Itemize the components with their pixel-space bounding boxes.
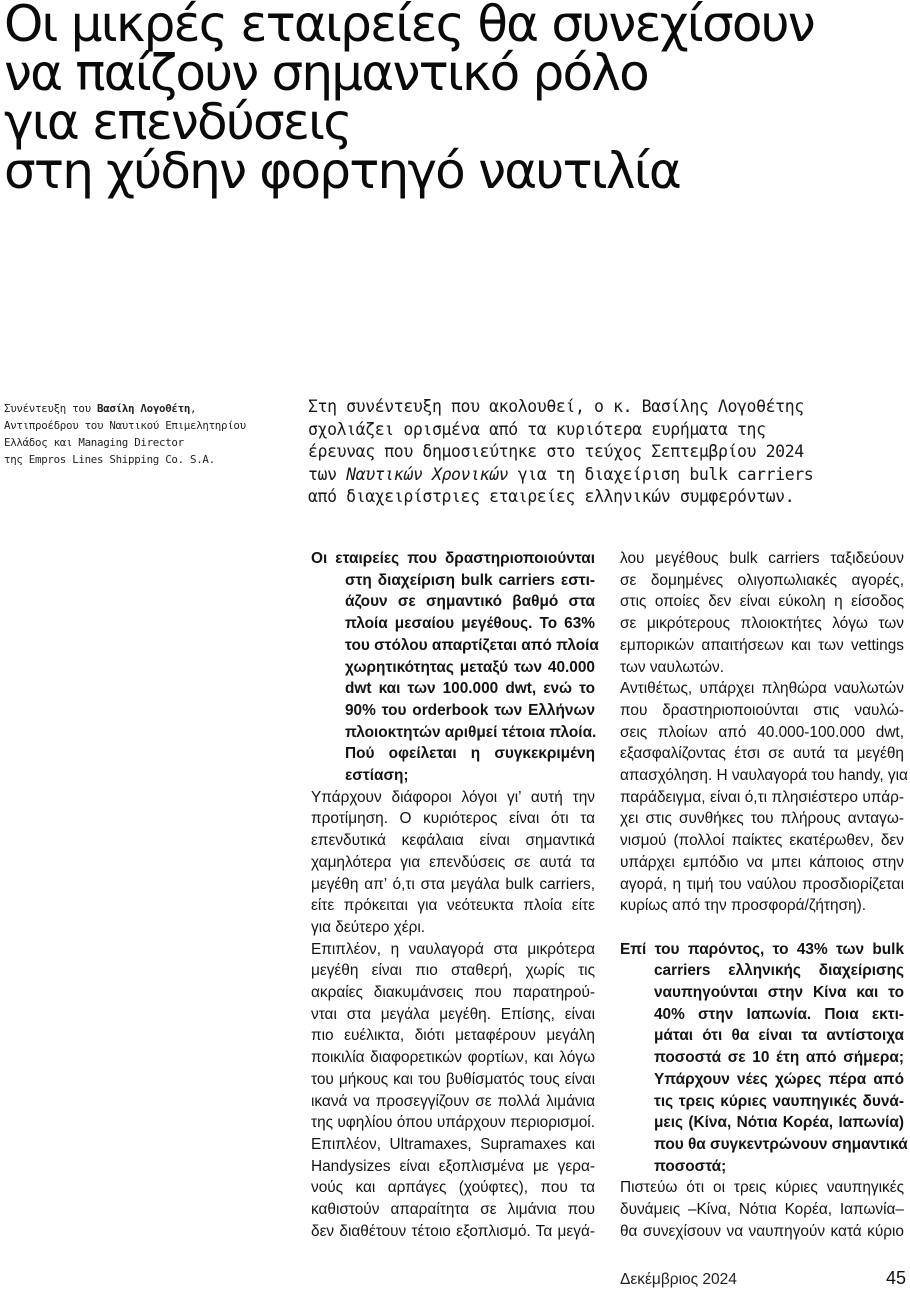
title-line: Οι μικρές εταιρείες θα συνεχίσουν: [4, 0, 814, 53]
intro-line: Στη συνέντευξη που ακολουθεί, ο κ. Βασίλης Λογοθέτης: [308, 397, 804, 416]
answer-1-continued: [620, 548, 904, 678]
text-line: χωρητικότητας μεταξύ των 40.000: [345, 658, 595, 676]
text-line: κυρίως από την προσφορά/ζήτηση).: [620, 897, 867, 915]
left-column: [311, 548, 599, 1243]
issue-date: Δεκέμβριος 2024: [620, 1271, 737, 1288]
text-line: απασχόληση. Η ναυλαγορά του handy, για: [620, 767, 908, 785]
text-line: Handysizes είναι εξοπλισμένα με γερα-: [311, 1157, 595, 1175]
intro-line: από διαχειρίστριες εταιρείες ελληνικών συμφερόντων.: [308, 487, 795, 506]
title-line: στη χύδην φορτηγό ναυτιλία: [4, 142, 680, 200]
text-line: επενδυτικά κεφάλαια είναι σημαντικά: [311, 832, 595, 850]
text-line: νισμού (πολλοί παίκτες εκατέρωθεν, δεν: [620, 832, 904, 850]
answer-1-paragraph-2: [311, 939, 595, 1243]
page-number: 45: [885, 1268, 906, 1288]
right-column: [620, 548, 908, 1242]
text-line: ναυπηγούνται στην Κίνα και το: [654, 984, 904, 1002]
interviewee-name: Βασίλη Λογοθέτη: [97, 402, 191, 415]
text-line: τις τρεις κύριες ναυπηγικές δυνά-: [654, 1092, 904, 1110]
text-line: παράδειγμα, είναι ό,τι πλησιέστερο υπάρ-: [620, 788, 904, 806]
text-line: άζουν σε σημαντικό βαθμό στα: [345, 593, 595, 611]
text-line: νούς και αρπάγες (χούφτες), που τα: [311, 1179, 595, 1197]
text-line: ακραίες διακυμάνσεις που παρατηρού-: [311, 984, 595, 1002]
intro-lead: [308, 396, 908, 509]
text-line: Αντιθέτως, υπάρχει πληθώρα ναυλωτών: [620, 680, 904, 698]
text-line: των ναυλωτών.: [620, 658, 724, 676]
text-line: πλοία μεσαίου μεγέθους. Το 63%: [345, 615, 595, 633]
text-line: που θα συγκεντρώνουν σημαντικά: [654, 1135, 908, 1153]
answer-1-paragraph-3: [620, 678, 908, 917]
text-line: χει στις συνθήκες του πλήρους ανταγω-: [620, 810, 904, 828]
text-line: σε μικρότερους πλοιοκτήτες λόγω των: [620, 615, 904, 633]
question-1: [311, 548, 599, 787]
text-line: σεις πλοίων από 40.000-100.000 dwt,: [620, 723, 904, 741]
interview-byline: [4, 400, 274, 468]
title-line: για επενδύσεις: [4, 93, 351, 151]
intro-line: [308, 464, 908, 487]
text-line: που δραστηριοποιούνται στις ναυλώ-: [620, 701, 904, 719]
text-line: 90% του orderbook των Ελλήνων: [345, 701, 595, 719]
text-line: στη διαχείριση bulk carriers εστι-: [345, 571, 595, 589]
text-line: ικανά να προσεγγίζουν σε πολλά λιμάνια: [311, 1092, 595, 1110]
text-line: λου μεγέθους bulk carriers ταξιδεύουν: [620, 550, 904, 567]
text-line: dwt και των 100.000 dwt, ενώ το: [345, 680, 595, 698]
text-line: ποικιλία διαφορετικών φορτίων, και λόγω: [311, 1049, 595, 1067]
intro-line: έρευνας που δημοσιεύτηκε στο τεύχος Σεπτεμβρίου 2024: [308, 442, 804, 461]
text-line: δυνάμεις –Κίνα, Νότια Κορέα, Ιαπωνία–: [620, 1201, 904, 1219]
magazine-name: Ναυτικών Χρονικών: [346, 464, 509, 484]
answer-2: [620, 1177, 904, 1242]
text-line: Πιστεύω ότι οι τρεις κύριες ναυπηγικές: [620, 1179, 904, 1197]
text-line: θα συνεχίσουν να ναυπηγούν κατά κύριο: [620, 1222, 904, 1240]
byline-first-line: [4, 400, 274, 417]
text-line: είτε πρόκειται για νεότευκτα πλοία είτε: [311, 897, 595, 915]
question-2: [620, 939, 908, 1178]
text-line: στις οποίες δεν είναι εύκολη η είσοδος: [620, 593, 904, 611]
text-line: Επί του παρόντος, το 43% των bulk: [620, 940, 904, 958]
text-line: πιο ευέλικτα, διότι μεταφέρουν μεγάλη: [311, 1027, 595, 1045]
byline-prefix: Συνέντευξη του: [4, 402, 98, 415]
text-line: μεγέθη απ’ ό,τι στα μεγάλα bulk carriers,: [311, 875, 595, 893]
intro-line: σχολιάζει ορισμένα από τα κυριότερα ευρήματα της: [308, 419, 766, 439]
text-line: του μήκους και του βυθίσματός τους είναι: [311, 1070, 595, 1088]
spacer: [620, 917, 904, 939]
text-line: μεις (Κίνα, Νότια Κορέα, Ιαπωνία): [654, 1114, 904, 1132]
text-line: υπάρχει εμπόδιο να μπει κάποιος στην: [620, 853, 904, 871]
text-line: ποσοστά σε 10 έτη από σήμερα;: [654, 1049, 904, 1067]
text-line: ποσοστά;: [654, 1157, 727, 1175]
text-line: εξασφαλίζοντας έτσι σε αυτά τα μεγέθη: [620, 745, 904, 763]
byline-suffix: ,: [190, 402, 197, 415]
text-line: πλοιοκτητών αριθμεί τέτοια πλοία.: [345, 723, 597, 741]
intro-line4-post: για τη διαχείριση bulk carriers: [508, 464, 814, 484]
text-line: Οι εταιρείες που δραστηριοποιούνται: [311, 550, 595, 567]
text-line: σε δομημένες ολιγοπωλιακές αγορές,: [620, 571, 904, 589]
byline-line: Αντιπροέδρου του Ναυτικού Επιμελητηρίου: [4, 419, 246, 432]
text-line: αγορά, η τιμή του ναύλου προσδιορίζεται: [620, 875, 904, 893]
byline-line: της Empros Lines Shipping Co. S.A.: [4, 453, 215, 466]
text-line: μάται ότι θα είναι τα αντίστοιχα: [654, 1027, 904, 1045]
text-line: χαμηλότερα για επενδύσεις σε αυτά τα: [311, 853, 595, 871]
byline-line: Ελλάδος και Managing Director: [4, 436, 184, 449]
text-line: Επιπλέον, η ναυλαγορά στα μικρότερα: [311, 940, 595, 958]
text-line: Επιπλέον, Ultramaxes, Supramaxes και: [311, 1135, 595, 1153]
text-line: προτίμηση. Ο κυριότερος είναι ότι τα: [311, 810, 595, 828]
text-line: καθιστούν απαραίτητα σε λιμάνια που: [311, 1201, 595, 1219]
text-line: μεγέθη είναι πιο σταθερή, χωρίς τις: [311, 962, 595, 980]
text-line: carriers ελληνικής διαχείρισης: [654, 962, 904, 980]
article-title: [4, 0, 904, 200]
text-line: της υφηλίου όπου υπάρχουν περιορισμοί.: [311, 1114, 595, 1132]
text-line: 40% στην Ιαπωνία. Ποια εκτι-: [654, 1005, 904, 1023]
text-line: Υπάρχουν νέες χώρες πέρα από: [654, 1070, 904, 1088]
title-line: να παίζουν σημαντικό ρόλο: [4, 44, 648, 102]
answer-1-paragraph-1: [311, 787, 595, 939]
text-line: εμπορικών απαιτήσεων και των vettings: [620, 636, 904, 654]
text-line: δεν διαθέτουν τέτοιο εξοπλισμό. Τα μεγά-: [311, 1222, 595, 1240]
intro-line4-pre: των: [308, 464, 347, 484]
text-line: εστίαση;: [345, 767, 409, 785]
text-line: Πού οφείλεται η συγκεκριμένη: [345, 745, 595, 763]
text-line: του στόλου απαρτίζεται από πλοία: [345, 636, 599, 654]
text-line: νται στα μεγάλα μεγέθη. Επίσης, είναι: [311, 1005, 595, 1023]
text-line: Υπάρχουν διάφοροι λόγοι γι’ αυτή την: [311, 788, 595, 806]
text-line: για δεύτερο χέρι.: [311, 918, 426, 936]
